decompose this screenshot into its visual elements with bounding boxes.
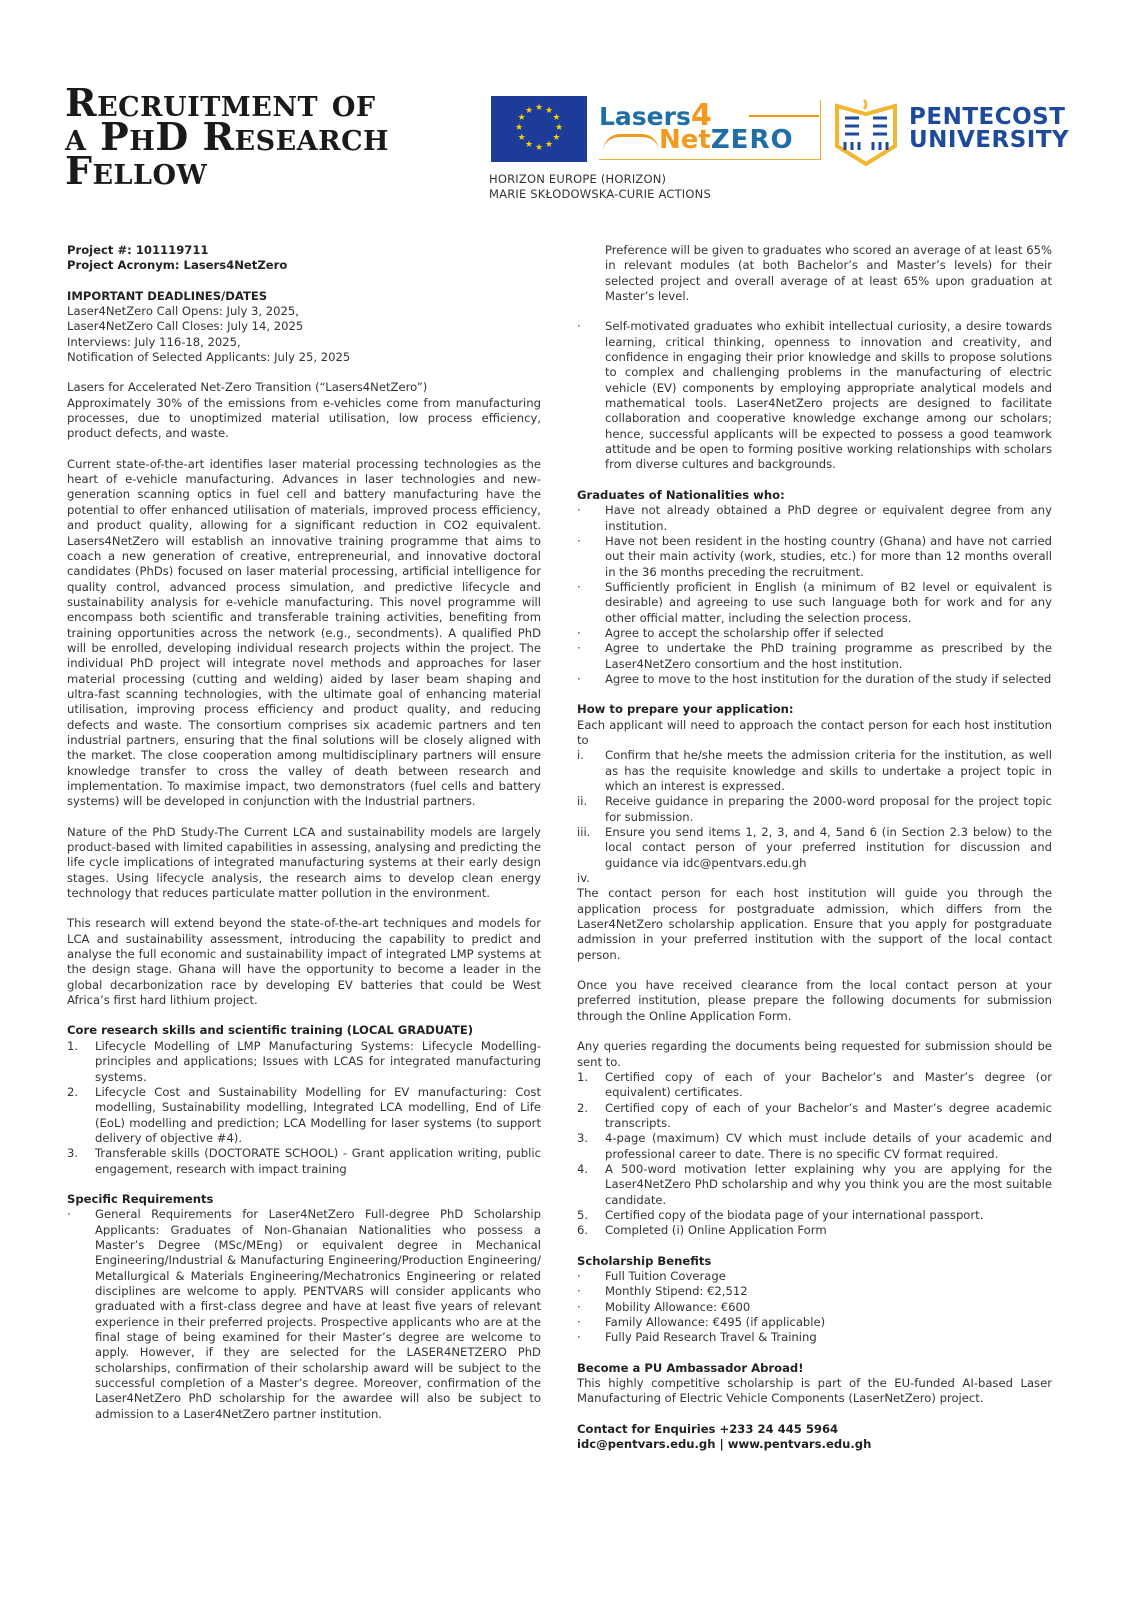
car-icon (603, 134, 659, 151)
queries-paragraph: Any queries regarding the documents being requested for submission should be sent to. (577, 1039, 1052, 1069)
logo-text: UNIVERSITY (909, 127, 1070, 153)
separator: | (715, 1437, 728, 1452)
logo-text: ZERO (710, 125, 794, 155)
star-icon: ★ (535, 103, 544, 113)
benefit-item (577, 1269, 1052, 1284)
bullet-icon: · (577, 1299, 581, 1314)
list-marker: 1. (67, 1038, 79, 1053)
star-icon: ★ (525, 140, 534, 151)
extend-paragraph: This research will extend beyond the state-of-the-art techniques and models for LCA and sustainability assessment, introducing the capability to predict and analyse the full economic and sustainability impact of integrated LMP systems at the design stage. Ghana will have the opportunity to become a leader in the global decarbonization race by developing EV batteries that could be West Africa’s first hard lithium project. (67, 916, 541, 1008)
list-text: 4-page (maximum) CV which must include details of your academic and professional career to date. There is no specific CV format required. (605, 1131, 1052, 1161)
project-number: Project #: 101119711 (67, 243, 209, 257)
core-skill-item (67, 1146, 541, 1177)
star-icon: ★ (517, 113, 526, 123)
list-text: Lifecycle Modelling of LMP Manufacturing Systems: Lifecycle Modelling- principles and applications; Issues with LCAS for integrated manufacturing systems. (95, 1038, 541, 1084)
bullet-icon: · (577, 579, 581, 594)
list-text: Lifecycle Cost and Sustainability Modelling for EV manufacturing: Cost modelling, Sustainability modelling, Integrated LCA modelling, End of Life (EoL) modelling and prediction; LCA Modelling for laser systems (to support delivery of objective #4). (95, 1084, 541, 1145)
list-text: Monthly Stipend: €2,512 (605, 1284, 748, 1299)
nationalities-heading: Graduates of Nationalities who: (577, 487, 785, 502)
list-marker: 5. (577, 1207, 589, 1222)
right-column (577, 243, 1052, 1452)
logo-text: Net (659, 125, 711, 155)
logo-bar (491, 96, 1091, 164)
requirement-item (67, 1207, 541, 1422)
list-text: Family Allowance: €495 (if applicable) (605, 1315, 826, 1329)
list-text: Certified copy of each of your Bachelor’s and Master’s degree academic transcripts. (605, 1100, 1052, 1130)
list-text: Agree to accept the scholarship offer if selected (605, 625, 884, 640)
list-marker: iii. (577, 825, 591, 840)
bullet-icon: · (67, 1207, 71, 1222)
nationality-item (577, 672, 1052, 687)
deadline-item: Laser4NetZero Call Closes: July 14, 2025 (67, 319, 304, 334)
core-skill-item (67, 1085, 541, 1146)
website-link[interactable]: www.pentvars.edu.gh (727, 1437, 872, 1452)
document-item (577, 1101, 1052, 1132)
star-icon: ★ (525, 105, 534, 116)
list-text: Mobility Allowance: €600 (605, 1299, 751, 1314)
lasers4netzero-logo (599, 100, 821, 160)
benefit-item (577, 1284, 1052, 1299)
star-icon: ★ (545, 105, 554, 116)
logo-text: 4 (690, 98, 712, 133)
document-item (577, 1223, 1052, 1238)
document-item (577, 1208, 1052, 1223)
list-text: Ensure you send items 1, 2, 3, and 4, 5and 6 (in Section 2.3 below) to the local contact person of your preferred institution for discussion and guidance via idc@pentvars.edu.gh (605, 825, 1052, 870)
list-text: Fully Paid Research Travel & Training (605, 1330, 817, 1345)
bullet-icon: · (577, 319, 581, 334)
list-text: Full Tuition Coverage (605, 1268, 726, 1283)
preference-paragraph: Preference will be given to graduates who scored an average of at least 65% in relevant modules (at both Bachelor’s and Master’s levels) for their selected project and overall average of at least 65% upon graduation at Master’s level. (605, 243, 1053, 304)
application-step (577, 825, 1052, 871)
bullet-icon: · (577, 533, 581, 548)
title-line: Fellow (65, 148, 208, 193)
application-step (577, 748, 1052, 794)
clearance-paragraph: Once you have received clearance from the local contact person at your preferred institution, please prepare the following documents for submission through the Online Application Form. (577, 978, 1052, 1023)
bullet-icon: · (577, 1330, 581, 1345)
list-marker: 3. (577, 1131, 589, 1146)
program-line: MARIE SKŁODOWSKA-CURIE ACTIONS (489, 187, 711, 201)
title-line: Recruitment of (65, 80, 376, 125)
eu-flag-icon (491, 96, 587, 162)
document-item (577, 1131, 1052, 1162)
contact-person-paragraph: The contact person for each host institution will guide you through the application process for postgraduate admission, which differs from the Laser4NetZero scholarship application. Ensure that you apply for postgraduate admission in your preferred institution with the support of the local contact person. (577, 886, 1052, 962)
core-skill-item (67, 1039, 541, 1085)
intro-title: Lasers for Accelerated Net-Zero Transition (“Lasers4NetZero”) (67, 380, 428, 395)
star-icon: ★ (555, 123, 564, 133)
benefit-item (577, 1300, 1052, 1315)
list-marker: i. (577, 748, 584, 763)
list-marker: 2. (67, 1084, 79, 1099)
list-text: Completed (i) Online Application Form (605, 1223, 827, 1238)
nationality-item (577, 580, 1052, 626)
left-column (67, 243, 541, 1422)
star-icon: ★ (545, 140, 554, 151)
how-to-apply-heading: How to prepare your application: (577, 702, 794, 717)
ambassador-heading: Become a PU Ambassador Abroad! (577, 1360, 804, 1375)
benefit-item (577, 1315, 1052, 1330)
star-icon: ★ (535, 143, 544, 153)
list-text: Certified copy of each of your Bachelor’s and Master’s degree (or equivalent) certificates. (605, 1069, 1052, 1100)
deadline-item: Notification of Selected Applicants: July 25, 2025 (67, 350, 351, 365)
nationality-item (577, 641, 1052, 672)
nationality-item (577, 626, 1052, 641)
list-text: Transferable skills (DOCTORATE SCHOOL) - Grant application writing, public engagement, research with impact training (95, 1146, 541, 1176)
list-text: Have not already obtained a PhD degree or equivalent degree from any institution. (605, 503, 1052, 533)
list-text: Sufficiently proficient in English (a minimum of B2 level or equivalent is desirable) and agreeing to use such language both for work and for any other official matter, including the selection process. (605, 579, 1052, 625)
how-to-apply-intro: Each applicant will need to approach the contact person for each host institution to (577, 717, 1052, 747)
list-marker: ii. (577, 794, 588, 809)
core-skills-heading: Core research skills and scientific training (LOCAL GRADUATE) (67, 1023, 474, 1038)
list-text: Receive guidance in preparing the 2000-word proposal for the project topic for submission. (605, 794, 1052, 824)
logo-text: PENTECOST (909, 104, 1066, 130)
requirement-item (577, 319, 1052, 472)
deadlines-heading: IMPORTANT DEADLINES/DATES (67, 288, 268, 303)
star-icon: ★ (552, 113, 561, 123)
list-text: Agree to move to the host institution for the duration of the study if selected (605, 671, 1052, 686)
list-marker: 1. (577, 1069, 589, 1084)
list-text: Agree to undertake the PhD training programme as prescribed by the Laser4NetZero consortium and the host institution. (605, 641, 1052, 671)
star-icon: ★ (515, 123, 524, 133)
nationality-item (577, 534, 1052, 580)
star-icon: ★ (552, 133, 561, 143)
logo-text: Lasers (599, 102, 691, 131)
deadline-item: Interviews: July 116-18, 2025, (67, 334, 241, 349)
list-marker: 3. (67, 1146, 79, 1161)
deadline-item: Laser4NetZero Call Opens: July 3, 2025, (67, 304, 299, 319)
star-icon: ★ (517, 133, 526, 143)
project-acronym: Project Acronym: Lasers4NetZero (67, 258, 288, 273)
list-marker: iv. (577, 871, 590, 886)
benefits-heading: Scholarship Benefits (577, 1253, 712, 1268)
benefit-item (577, 1330, 1052, 1345)
page-title (65, 80, 485, 193)
list-text: A 500-word motivation letter explaining why you are applying for the Laser4NetZero PhD scholarship and why you think you are the most suitable candidate. (605, 1161, 1052, 1207)
program-label (489, 172, 711, 202)
list-text: Self-motivated graduates who exhibit intellectual curiosity, a desire towards learning, critical thinking, openness to innovation and creativity, and confidence in engaging their prior knowledge and skills to propose solutions to complex and challenging problems in the manufacturing of electric vehicle (EV) components by employing appropriate analytical models and mathematical tools. Laser4NetZero projects are designed to facilitate collaboration and cooperative knowledge exchange among our scholars; hence, successful applicants will be expected to possess a good teamwork attitude and be open to forming positive working relationships with scholars from diverse cultures and backgrounds. (605, 319, 1052, 472)
title-line: a PhD Research (65, 114, 390, 159)
program-line: HORIZON EUROPE (HORIZON) (489, 172, 667, 186)
contact-links (577, 1437, 1052, 1452)
state-of-art-paragraph: Current state-of-the-art identifies laser material processing technologies as the heart of e-vehicle manufacturing. Advances in laser technologies and new-generation scanning optics in fuel cell and battery manufacturing have the potential to offer enhanced utilisation of materials, improved process efficiency, and product quality, allowing for a significant reduction in CO2 equivalent. Lasers4NetZero will establish an innovative training programme that aims to coach a new generation of creative, entrepreneurial, and innovative doctoral candidates (PhDs) focused on laser material processing, artificial intelligence for quality control, advanced process simulation, and predictive lifecycle and sustainability analysis for e-vehicle manufacturing. This novel programme will encompass both scientific and transferable training activities, benefiting from training opportunities across the network (e.g., secondments). A qualified PhD will be enrolled, developing individual research projects within the project. The individual PhD project will integrate novel methods and approaches for laser material processing (cutting and welding) aided by laser beam shaping and ultra-fast scanning technologies, with the ultimate goal of enhancing material utilisation, improving process efficiency and product quality, and reducing defects and waste. The consortium comprises six academic partners and ten industrial partners, ensuring that the final solutions will be closely aligned with the market. The close cooperation among multidisciplinary partners will ensure knowledge transfer to cross the valley of death between research and implementation. To maximise impact, two demonstrators (fuel cells and battery systems) will be developed in conjunction with the Industrial partners. (67, 456, 541, 809)
list-text: General Requirements for Laser4NetZero Full-degree PhD Scholarship Applicants: Graduates of Non-Ghanaian Nationalities who possess a Master’s Degree (MSc/MEng) or equivalent degree in Mechanical Engineering/Industrial & Manufacturing Engineering/Production Engineering/ Metallurgical & Materials Engineering/Mechatronics Engineering or related disciplines are welcome to apply. PENTVARS will consider applicants who graduated with a first-class degree and have at least five years of relevant experience in their preferred projects. Prospective applicants who are at the final stage of being examined for their Master’s degree are welcome to apply. However, if they are selected for the LASER4NETZERO PhD scholarships, confirmation of their scholarship award will be subject to the successful completion of a Master’s degree. Moreover, confirmation of the Laser4NetZero PhD scholarship for the awardee will also be subject to admission to a Laser4NetZero partner institution. (95, 1207, 541, 1421)
list-marker: 6. (577, 1223, 589, 1238)
document-item (577, 1070, 1052, 1101)
document-item (577, 1162, 1052, 1208)
list-marker: 2. (577, 1100, 589, 1115)
list-text: Have not been resident in the hosting country (Ghana) and have not carried out their main activity (work, studies, etc.) for more than 12 months overall in the 36 months preceding the recruitment. (605, 533, 1052, 579)
list-text: Confirm that he/she meets the admission criteria for the institution, as well as has the requisite knowledge and skills to undertake a project topic in which an interest is expressed. (605, 748, 1052, 793)
list-marker: 4. (577, 1161, 589, 1176)
list-text: Certified copy of the biodata page of your international passport. (605, 1207, 984, 1222)
pentecost-shield-icon (833, 96, 899, 166)
email-link[interactable]: idc@pentvars.edu.gh (577, 1437, 716, 1452)
application-step (577, 871, 1052, 886)
contact-phone: Contact for Enquiries +233 24 445 5964 (577, 1421, 839, 1436)
circuit-line-icon (749, 115, 819, 117)
specific-requirements-heading: Specific Requirements (67, 1191, 214, 1206)
list-text (605, 871, 1052, 886)
bullet-icon: · (577, 641, 581, 656)
intro-paragraph: Approximately 30% of the emissions from e-vehicles come from manufacturing processes, due to unoptimized material utilisation, low process efficiency, product defects, and waste. (67, 395, 541, 441)
nature-paragraph: Nature of the PhD Study-The Current LCA and sustainability models are largely product-based with limited capabilities in assessing, analysing and predicting the life cycle implications of integrated manufacturing systems at their early design stages. Using lifecycle analysis, the research aims to develop clean energy technology that reduces particulate matter pollution in the environment. (67, 824, 541, 901)
application-step (577, 794, 1052, 825)
bullet-icon: · (577, 625, 581, 640)
bullet-icon: · (577, 671, 581, 686)
pentecost-university-wordmark (909, 106, 1069, 152)
bullet-icon: · (577, 1284, 581, 1299)
bullet-icon: · (577, 503, 581, 518)
ambassador-text: This highly competitive scholarship is part of the EU-funded AI-based Laser Manufacturing of Electric Vehicle Components (LaserNetZero) project. (577, 1376, 1052, 1406)
nationality-item (577, 503, 1052, 534)
bullet-icon: · (577, 1315, 581, 1329)
bullet-icon: · (577, 1268, 581, 1283)
